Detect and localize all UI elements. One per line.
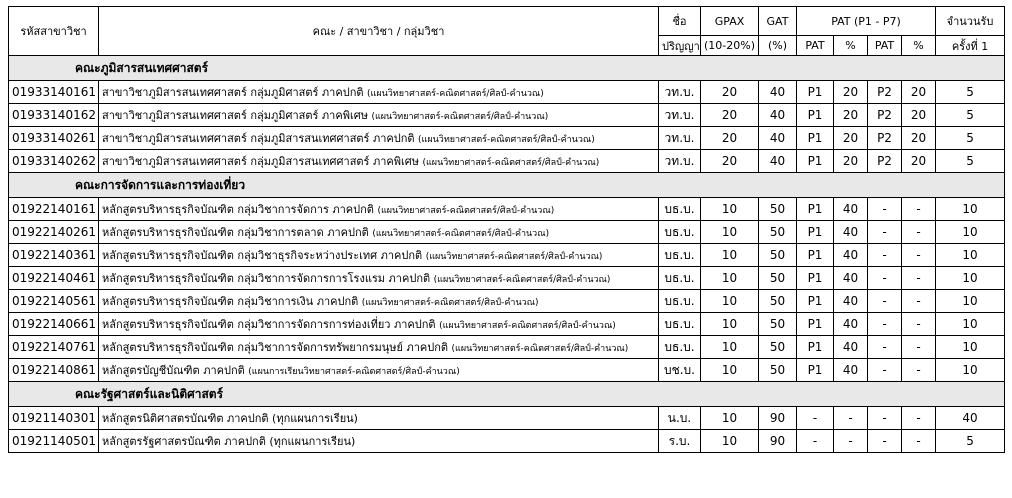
gat-cell: 40: [759, 104, 797, 127]
pat2-percent-cell: -: [902, 430, 936, 453]
program-code: 01922140461: [9, 267, 99, 290]
gat-cell: 50: [759, 267, 797, 290]
pat2-cell: -: [868, 313, 902, 336]
program-code: 01933140162: [9, 104, 99, 127]
program-code: 01922140161: [9, 198, 99, 221]
header-quota-bottom: ครั้งที่ 1: [936, 36, 1005, 56]
program-code: 01922140361: [9, 244, 99, 267]
table-row: [9, 150, 1005, 173]
gat-cell: 40: [759, 127, 797, 150]
pat1-percent-cell: 20: [834, 104, 868, 127]
header-gat-top: GAT: [759, 7, 797, 36]
gpax-cell: 10: [701, 290, 759, 313]
header-degree-bottom: ปริญญา: [659, 36, 701, 56]
header-gpax-bottom: (10-20%): [701, 36, 759, 56]
table-row: [9, 407, 1005, 430]
table-row: [9, 104, 1005, 127]
gat-cell: 50: [759, 244, 797, 267]
program-name-text: หลักสูตรบัญชีบัณฑิต ภาคปกติ: [102, 364, 245, 377]
pat2-percent-cell: 20: [902, 81, 936, 104]
degree-cell: บธ.บ.: [659, 198, 701, 221]
program-code: 01933140261: [9, 127, 99, 150]
pat2-cell: P2: [868, 127, 902, 150]
header-pat2: PAT: [868, 36, 902, 56]
header-quota-top: จำนวนรับ: [936, 7, 1005, 36]
pat1-percent-cell: 40: [834, 359, 868, 382]
program-code: 01922140561: [9, 290, 99, 313]
program-name-text: หลักสูตรบริหารธุรกิจบัณฑิต กลุ่มวิชาการตลาด ภาคปกติ: [102, 226, 369, 239]
header-gpax-top: GPAX: [701, 7, 759, 36]
header-faculty: คณะ / สาขาวิชา / กลุ่มวิชา: [99, 7, 659, 56]
program-code: 01921140301: [9, 407, 99, 430]
gpax-cell: 10: [701, 267, 759, 290]
program-name: [99, 150, 659, 173]
gat-cell: 50: [759, 221, 797, 244]
pat2-percent-cell: -: [902, 267, 936, 290]
program-name-text: สาขาวิชาภูมิสารสนเทศศาสตร์ กลุ่มภูมิศาสตร์ ภาคพิเศษ: [102, 109, 368, 122]
program-name-text: หลักสูตรรัฐศาสตรบัณฑิต ภาคปกติ (ทุกแผนการเรียน): [102, 435, 356, 448]
gpax-cell: 10: [701, 359, 759, 382]
pat1-percent-cell: 40: [834, 198, 868, 221]
program-plan-note: (แผนวิทยาศาสตร์-คณิตศาสตร์/ศิลป์-คำนวณ): [367, 89, 544, 99]
pat2-percent-cell: -: [902, 290, 936, 313]
program-name: [99, 359, 659, 382]
table-row: [9, 267, 1005, 290]
pat1-percent-cell: 40: [834, 267, 868, 290]
degree-cell: วท.บ.: [659, 150, 701, 173]
pat1-cell: -: [797, 407, 834, 430]
pat1-cell: P1: [797, 313, 834, 336]
program-name: [99, 244, 659, 267]
gpax-cell: 10: [701, 430, 759, 453]
table-row: [9, 313, 1005, 336]
section-title: คณะรัฐศาสตร์และนิติศาสตร์: [9, 382, 1005, 407]
pat2-cell: P2: [868, 150, 902, 173]
header-degree-top: ชื่อ: [659, 7, 701, 36]
table-row: [9, 221, 1005, 244]
program-name-text: หลักสูตรบริหารธุรกิจบัณฑิต กลุ่มวิชาการจัดการการท่องเที่ยว ภาคปกติ: [102, 318, 436, 331]
program-plan-note: (แผนวิทยาศาสตร์-คณิตศาสตร์/ศิลป์-คำนวณ): [371, 112, 549, 122]
program-code: 01933140161: [9, 81, 99, 104]
table-row: [9, 430, 1005, 453]
program-name-text: สาขาวิชาภูมิสารสนเทศศาสตร์ กลุ่มภูมิสารสนเทศศาสตร์ ภาคปกติ: [102, 132, 415, 145]
pat2-percent-cell: -: [902, 244, 936, 267]
section-title: คณะการจัดการและการท่องเที่ยว: [9, 173, 1005, 198]
pat1-cell: P1: [797, 104, 834, 127]
quota-cell: 5: [936, 104, 1005, 127]
quota-cell: 5: [936, 127, 1005, 150]
program-plan-note: (แผนวิทยาศาสตร์-คณิตศาสตร์/ศิลป์-คำนวณ): [422, 158, 600, 168]
pat2-percent-cell: -: [902, 359, 936, 382]
pat2-percent-cell: 20: [902, 150, 936, 173]
pat2-cell: -: [868, 198, 902, 221]
pat1-cell: P1: [797, 81, 834, 104]
section-row: [9, 382, 1005, 407]
table-row: [9, 336, 1005, 359]
degree-cell: น.บ.: [659, 407, 701, 430]
table-row: [9, 81, 1005, 104]
degree-cell: วท.บ.: [659, 127, 701, 150]
pat2-cell: -: [868, 244, 902, 267]
gat-cell: 40: [759, 150, 797, 173]
degree-cell: บช.บ.: [659, 359, 701, 382]
table-row: [9, 244, 1005, 267]
program-code: 01921140501: [9, 430, 99, 453]
table-row: [9, 359, 1005, 382]
program-name: [99, 407, 659, 430]
table-row: [9, 127, 1005, 150]
quota-cell: 10: [936, 244, 1005, 267]
gpax-cell: 20: [701, 104, 759, 127]
program-code: 01922140761: [9, 336, 99, 359]
header-gat-bottom: (%): [759, 36, 797, 56]
degree-cell: ร.บ.: [659, 430, 701, 453]
degree-cell: วท.บ.: [659, 104, 701, 127]
degree-cell: บธ.บ.: [659, 313, 701, 336]
quota-cell: 10: [936, 313, 1005, 336]
pat2-cell: -: [868, 336, 902, 359]
quota-cell: 10: [936, 359, 1005, 382]
degree-cell: บธ.บ.: [659, 336, 701, 359]
gpax-cell: 10: [701, 336, 759, 359]
gpax-cell: 10: [701, 313, 759, 336]
gpax-cell: 10: [701, 221, 759, 244]
gpax-cell: 20: [701, 150, 759, 173]
pat1-percent-cell: 40: [834, 244, 868, 267]
pat2-percent-cell: -: [902, 313, 936, 336]
gat-cell: 90: [759, 430, 797, 453]
program-name-text: หลักสูตรบริหารธุรกิจบัณฑิต กลุ่มวิชาการเงิน ภาคปกติ: [102, 295, 359, 308]
quota-cell: 5: [936, 150, 1005, 173]
header-pct2: %: [902, 36, 936, 56]
pat1-cell: P1: [797, 244, 834, 267]
program-name: [99, 336, 659, 359]
quota-cell: 5: [936, 430, 1005, 453]
gat-cell: 50: [759, 290, 797, 313]
quota-cell: 10: [936, 221, 1005, 244]
program-plan-note: (แผนวิทยาศาสตร์-คณิตศาสตร์/ศิลป์-คำนวณ): [418, 135, 595, 145]
pat1-percent-cell: 40: [834, 336, 868, 359]
gpax-cell: 10: [701, 198, 759, 221]
program-name-text: หลักสูตรบริหารธุรกิจบัณฑิต กลุ่มวิชาธุรกิจระหว่างประเทศ ภาคปกติ: [102, 249, 423, 262]
program-plan-note: (แผนวิทยาศาสตร์-คณิตศาสตร์/ศิลป์-คำนวณ): [425, 252, 603, 262]
gpax-cell: 10: [701, 244, 759, 267]
table-row: [9, 290, 1005, 313]
program-name-text: หลักสูตรบริหารธุรกิจบัณฑิต กลุ่มวิชาการจัดการการโรงแรม ภาคปกติ: [102, 272, 431, 285]
pat1-percent-cell: 40: [834, 290, 868, 313]
section-title: คณะภูมิสารสนเทศศาสตร์: [9, 56, 1005, 81]
gat-cell: 50: [759, 313, 797, 336]
gat-cell: 50: [759, 198, 797, 221]
gpax-cell: 10: [701, 407, 759, 430]
program-plan-note: (แผนวิทยาศาสตร์-คณิตศาสตร์/ศิลป์-คำนวณ): [377, 206, 555, 216]
program-plan-note: (แผนวิทยาศาสตร์-คณิตศาสตร์/ศิลป์-คำนวณ): [451, 344, 629, 354]
pat1-percent-cell: 40: [834, 313, 868, 336]
program-name-text: สาขาวิชาภูมิสารสนเทศศาสตร์ กลุ่มภูมิสารสนเทศศาสตร์ ภาคพิเศษ: [102, 155, 419, 168]
pat1-cell: P1: [797, 150, 834, 173]
pat2-cell: -: [868, 407, 902, 430]
gpax-cell: 20: [701, 127, 759, 150]
degree-cell: บธ.บ.: [659, 290, 701, 313]
degree-cell: บธ.บ.: [659, 221, 701, 244]
degree-cell: วท.บ.: [659, 81, 701, 104]
gpax-cell: 20: [701, 81, 759, 104]
gat-cell: 50: [759, 336, 797, 359]
pat1-cell: P1: [797, 198, 834, 221]
program-plan-note: (แผนวิทยาศาสตร์-คณิตศาสตร์/ศิลป์-คำนวณ): [372, 229, 550, 239]
pat2-cell: -: [868, 290, 902, 313]
pat2-cell: -: [868, 359, 902, 382]
program-name-text: สาขาวิชาภูมิสารสนเทศศาสตร์ กลุ่มภูมิศาสตร์ ภาคปกติ: [102, 86, 364, 99]
program-name-text: หลักสูตรบริหารธุรกิจบัณฑิต กลุ่มวิชาการจัดการทรัพยากรมนุษย์ ภาคปกติ: [102, 341, 449, 354]
pat2-cell: -: [868, 430, 902, 453]
program-name: [99, 198, 659, 221]
quota-cell: 10: [936, 336, 1005, 359]
pat1-percent-cell: 20: [834, 81, 868, 104]
quota-cell: 10: [936, 267, 1005, 290]
program-name: [99, 267, 659, 290]
admission-table: [8, 6, 1005, 453]
header-pat-group: PAT (P1 - P7): [797, 7, 936, 36]
program-name: [99, 430, 659, 453]
degree-cell: บธ.บ.: [659, 244, 701, 267]
pat1-cell: P1: [797, 359, 834, 382]
program-name: [99, 290, 659, 313]
gat-cell: 50: [759, 359, 797, 382]
pat2-percent-cell: -: [902, 198, 936, 221]
header-pct1: %: [834, 36, 868, 56]
program-code: 01922140261: [9, 221, 99, 244]
pat1-cell: P1: [797, 290, 834, 313]
header-pat1: PAT: [797, 36, 834, 56]
program-name: [99, 104, 659, 127]
program-plan-note: (แผนวิทยาศาสตร์-คณิตศาสตร์/ศิลป์-คำนวณ): [361, 298, 539, 308]
pat1-cell: P1: [797, 336, 834, 359]
pat2-cell: -: [868, 267, 902, 290]
pat2-percent-cell: -: [902, 336, 936, 359]
quota-cell: 10: [936, 290, 1005, 313]
program-code: 01922140861: [9, 359, 99, 382]
program-plan-note: (แผนการเรียนวิทยาศาสตร์-คณิตศาสตร์/ศิลป์-คำนวณ): [248, 367, 460, 377]
program-name-text: หลักสูตรนิติศาสตรบัณฑิต ภาคปกติ (ทุกแผนการเรียน): [102, 412, 358, 425]
quota-cell: 5: [936, 81, 1005, 104]
gat-cell: 90: [759, 407, 797, 430]
pat1-cell: P1: [797, 267, 834, 290]
pat2-percent-cell: -: [902, 221, 936, 244]
pat2-cell: -: [868, 221, 902, 244]
program-code: 01933140262: [9, 150, 99, 173]
quota-cell: 40: [936, 407, 1005, 430]
section-row: [9, 56, 1005, 81]
pat2-cell: P2: [868, 104, 902, 127]
pat1-cell: P1: [797, 221, 834, 244]
pat2-percent-cell: 20: [902, 104, 936, 127]
pat1-percent-cell: 20: [834, 150, 868, 173]
pat1-percent-cell: -: [834, 407, 868, 430]
program-name: [99, 313, 659, 336]
pat1-cell: P1: [797, 127, 834, 150]
quota-cell: 10: [936, 198, 1005, 221]
pat2-percent-cell: 20: [902, 127, 936, 150]
gat-cell: 40: [759, 81, 797, 104]
program-name-text: หลักสูตรบริหารธุรกิจบัณฑิต กลุ่มวิชาการจัดการ ภาคปกติ: [102, 203, 374, 216]
program-code: 01922140661: [9, 313, 99, 336]
table-row: [9, 198, 1005, 221]
program-name: [99, 127, 659, 150]
table-body: [9, 56, 1005, 453]
section-row: [9, 173, 1005, 198]
pat1-percent-cell: -: [834, 430, 868, 453]
pat1-percent-cell: 20: [834, 127, 868, 150]
program-plan-note: (แผนวิทยาศาสตร์-คณิตศาสตร์/ศิลป์-คำนวณ): [433, 275, 611, 285]
program-plan-note: (แผนวิทยาศาสตร์-คณิตศาสตร์/ศิลป์-คำนวณ): [439, 321, 616, 331]
pat2-percent-cell: -: [902, 407, 936, 430]
pat2-cell: P2: [868, 81, 902, 104]
degree-cell: บธ.บ.: [659, 267, 701, 290]
program-name: [99, 81, 659, 104]
pat1-percent-cell: 40: [834, 221, 868, 244]
pat1-cell: -: [797, 430, 834, 453]
header-code: รหัสสาขาวิชา: [9, 7, 99, 56]
program-name: [99, 221, 659, 244]
